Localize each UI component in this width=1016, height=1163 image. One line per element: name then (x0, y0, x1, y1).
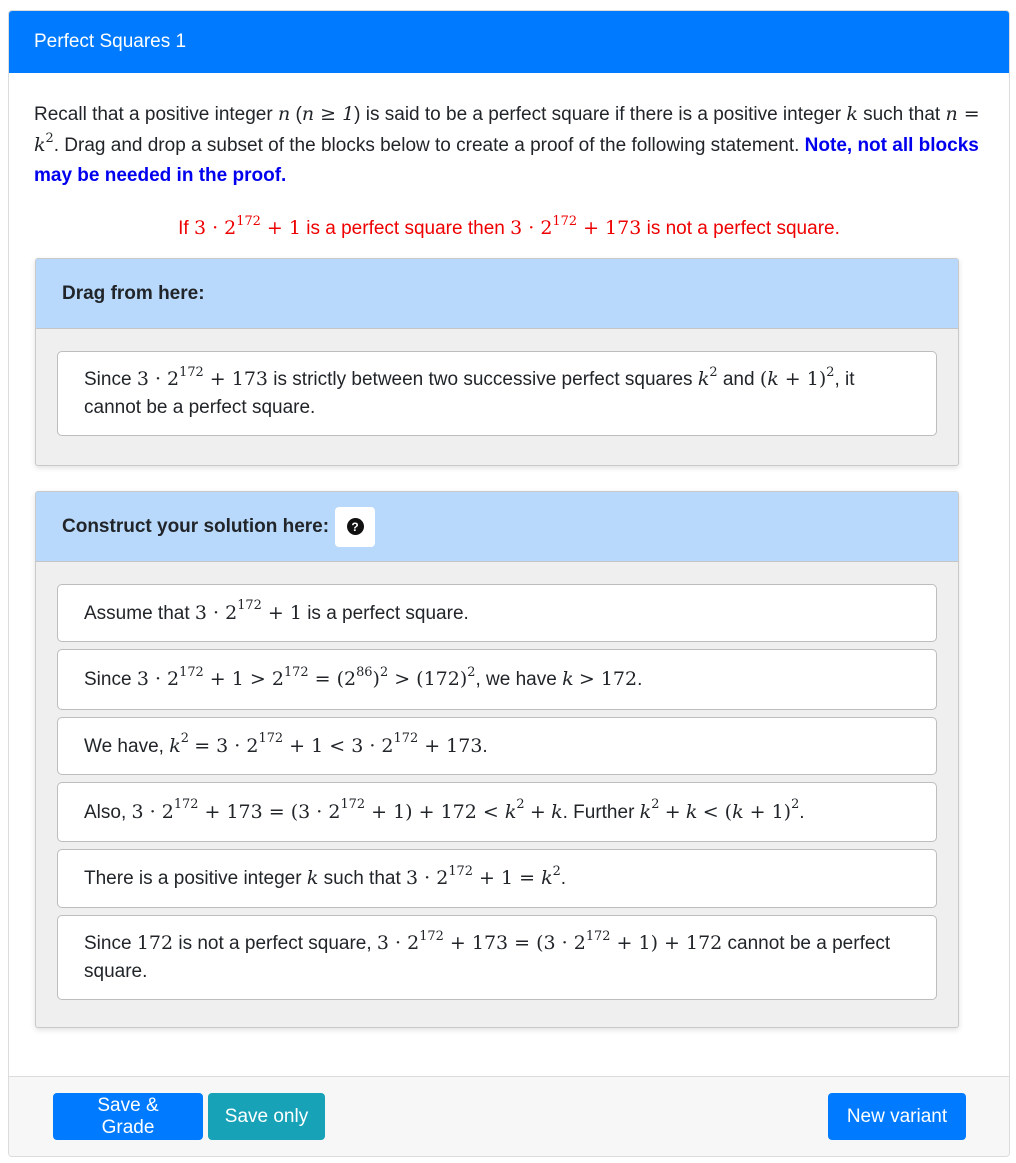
question-title: Perfect Squares 1 (34, 31, 187, 52)
help-button[interactable] (335, 507, 375, 547)
proof-block[interactable]: Since $3 \cdot 2^{172} + 1 > 2^{172} = (2^{86})^2 > (172)^2$, we have k > 172. (57, 649, 937, 710)
drag-panel-header (36, 259, 958, 329)
save-only-button[interactable]: Save only (208, 1093, 325, 1140)
proof-block[interactable]: There is a positive integer k such that $3 \cdot 2^{172} + 1 = k^2$. (57, 849, 937, 908)
intro-text: Recall that a positive integer n (n ≥ 1) is said to be a perfect square if there is a positive integer k such that $n = k^2$. Drag and drop a subset of the blocks below to create a proof of the following statement. Note, not all blocks may be needed in the proof. (34, 103, 980, 186)
drag-panel-title: Drag from here: (62, 282, 205, 304)
proof-block[interactable]: We have, $k^2 = 3 \cdot 2^{172} + 1 < 3 \cdot 2^{172} + 173$. (57, 717, 937, 775)
solution-panel-title: Construct your solution here: (62, 515, 330, 537)
statement: If $3 \cdot 2^{172} + 1$ is a perfect square then $3 \cdot 2^{172} + 173$ is not a perfect square. (178, 213, 840, 239)
proof-block[interactable]: Assume that $3 \cdot 2^{172} + 1$ is a perfect square. (57, 584, 937, 642)
save-grade-button[interactable]: Save & Grade (53, 1093, 203, 1140)
note-text: Note, not all blocks may be needed in the proof. (34, 135, 979, 186)
solution-panel-header (36, 492, 958, 562)
question-body (9, 73, 1009, 244)
proof-block[interactable]: Also, $3 \cdot 2^{172} + 173 = (3 \cdot 2^{172} + 1) + 172 < k^2 + k$. Further $k^2 + k < (k + 1)^2$. (57, 782, 937, 842)
drag-panel (35, 258, 959, 466)
card-footer (9, 1076, 1009, 1156)
question-card (8, 10, 1010, 1157)
new-variant-button[interactable]: New variant (828, 1093, 966, 1140)
card-header (9, 11, 1009, 73)
proof-block[interactable]: Since 172 is not a perfect square, $3 \cdot 2^{172} + 173 = (3 \cdot 2^{172} + 1) + 172$ cannot be a perfect square. (57, 915, 937, 1000)
question-circle-icon: ? (347, 518, 364, 535)
proof-block[interactable]: Since $3 \cdot 2^{172} + 173$ is strictly between two successive perfect squares $k^2$ and $(k + 1)^2$, it cannot be a perfect square. (57, 351, 937, 436)
solution-panel (35, 491, 959, 1028)
